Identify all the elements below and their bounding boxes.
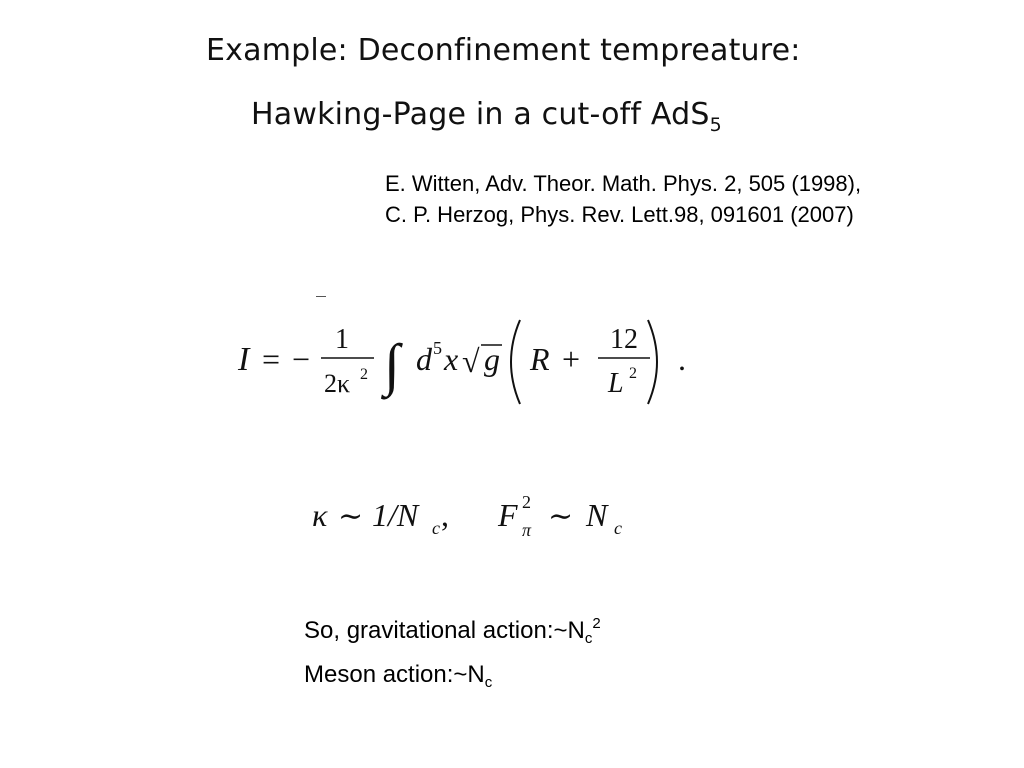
eq-frac-denominator: L: [608, 368, 624, 399]
summary-line1-sub: c: [584, 630, 593, 647]
summary-line1-text: So, gravitational action:~N: [304, 617, 585, 644]
eq-g: g: [484, 341, 500, 377]
references: [385, 168, 861, 230]
scaling-sim-1: ∼: [338, 500, 364, 533]
slide-title-line2: [251, 97, 722, 136]
reference-witten: E. Witten, Adv. Theor. Math. Phys. 2, 505 (1998),: [385, 171, 862, 196]
scaling-comma: ,: [441, 497, 449, 533]
eq-period: .: [678, 341, 686, 377]
slide-title-line1: Example: Deconfinement tempreature:: [206, 33, 801, 68]
scaling-equation: [308, 486, 648, 546]
reference-herzog: C. P. Herzog, Phys. Rev. Lett.98, 091601 (2007): [385, 202, 854, 227]
eq-minus: −: [292, 341, 311, 377]
scaling-N-sub: c: [614, 518, 622, 538]
eq-equals: =: [262, 341, 281, 377]
title-line2-main: Hawking-Page in a cut-off AdS: [251, 97, 710, 132]
eq-integral-sign: ∫: [384, 332, 400, 397]
eq-sqrt-sign: √: [462, 343, 480, 379]
scaling-kappa: κ: [312, 497, 328, 533]
eq-right-paren: [648, 320, 657, 404]
summary-meson-line: [304, 657, 601, 701]
eq-measure-d: d: [416, 341, 432, 377]
summary-line2-sub: c: [484, 674, 493, 691]
eq-left-paren: [511, 320, 520, 404]
eq-measure-x: x: [444, 341, 459, 377]
summary: [304, 606, 601, 701]
summary-gravitational-line: [304, 606, 601, 657]
scaling-rhs-1-sub: c: [432, 518, 440, 538]
stray-mark: [316, 296, 326, 297]
eq-coef-denominator: 2κ: [324, 369, 351, 398]
summary-line2-text: Meson action:~N: [304, 661, 485, 688]
eq-coef-denominator-exponent: 2: [360, 366, 368, 383]
eq-frac-numerator: 12: [610, 324, 638, 355]
scaling-rhs-1: 1/N: [372, 497, 419, 533]
eq-frac-denominator-exponent: 2: [629, 365, 637, 382]
summary-line1-sup: 2: [592, 615, 601, 632]
action-equation: [232, 312, 702, 412]
title-line2-subscript: 5: [709, 114, 722, 136]
eq-coef-numerator: 1: [335, 324, 349, 355]
eq-measure-exponent: 5: [433, 338, 442, 358]
eq-lhs-I: I: [238, 341, 250, 378]
scaling-F-sub: π: [522, 520, 532, 540]
scaling-N: N: [586, 497, 608, 533]
scaling-sim-2: ∼: [548, 500, 574, 533]
eq-plus: +: [562, 341, 581, 377]
scaling-F-sup: 2: [522, 492, 531, 512]
eq-R: R: [530, 341, 550, 377]
scaling-F: F: [498, 497, 518, 533]
